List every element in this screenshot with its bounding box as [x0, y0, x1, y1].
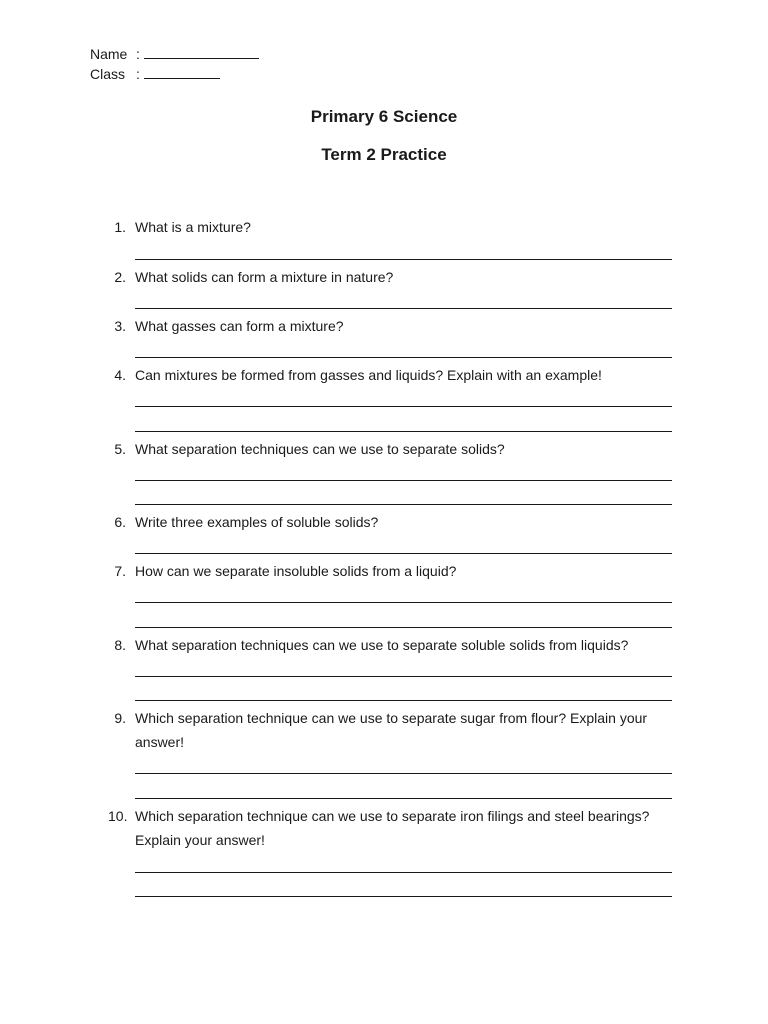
page-title: Primary 6 Science	[310, 107, 458, 126]
class-field[interactable]	[90, 65, 220, 83]
answer-line[interactable]	[135, 504, 672, 505]
question-number: 1.	[114, 219, 126, 235]
class-label: Class	[90, 66, 126, 82]
question-number: 5.	[114, 441, 126, 457]
answer-line[interactable]	[135, 896, 672, 897]
answer-line[interactable]	[135, 431, 672, 432]
question-number: 8.	[114, 637, 126, 653]
answer-line[interactable]	[135, 773, 672, 774]
class-blank[interactable]	[144, 66, 220, 79]
answer-line[interactable]	[135, 798, 672, 799]
answer-line[interactable]	[135, 602, 672, 603]
name-separator: :	[136, 46, 140, 62]
page-subtitle: Term 2 Practice	[321, 145, 447, 164]
answer-line[interactable]	[135, 700, 672, 701]
question-text: What is a mixture?	[135, 219, 251, 235]
question-text: How can we separate insoluble solids from a liquid?	[135, 563, 457, 579]
answer-line[interactable]	[135, 553, 672, 554]
question-text: What separation techniques can we use to separate soluble solids from liquids?	[135, 637, 629, 653]
name-label: Name	[90, 46, 128, 62]
answer-line[interactable]	[135, 480, 672, 481]
question-number: 9.	[114, 710, 126, 726]
answer-line[interactable]	[135, 676, 672, 677]
question-text: What gasses can form a mixture?	[135, 318, 344, 334]
question-number: 6.	[114, 514, 126, 530]
question-number: 7.	[114, 563, 126, 579]
question-text: Can mixtures be formed from gasses and liquids? Explain with an example!	[135, 367, 602, 383]
question-text: What separation techniques can we use to separate solids?	[135, 441, 505, 457]
class-separator: :	[136, 66, 140, 82]
question-text: Which separation technique can we use to separate iron filings and steel bearings? Explain your answer!	[135, 808, 650, 848]
question-number: 10.	[108, 808, 128, 824]
question-text: Write three examples of soluble solids?	[135, 514, 379, 530]
answer-line[interactable]	[135, 357, 672, 358]
question-text: Which separation technique can we use to separate sugar from flour? Explain your answer!	[135, 710, 648, 750]
question-number: 3.	[114, 318, 126, 334]
question-number: 4.	[114, 367, 126, 383]
answer-line[interactable]	[135, 627, 672, 628]
question-text: What solids can form a mixture in nature?	[135, 269, 394, 285]
answer-line[interactable]	[135, 872, 672, 873]
answer-line[interactable]	[135, 308, 672, 309]
answer-line[interactable]	[135, 259, 672, 260]
name-blank[interactable]	[144, 46, 259, 59]
question-number: 2.	[114, 269, 126, 285]
name-field[interactable]	[90, 45, 259, 63]
answer-line[interactable]	[135, 406, 672, 407]
